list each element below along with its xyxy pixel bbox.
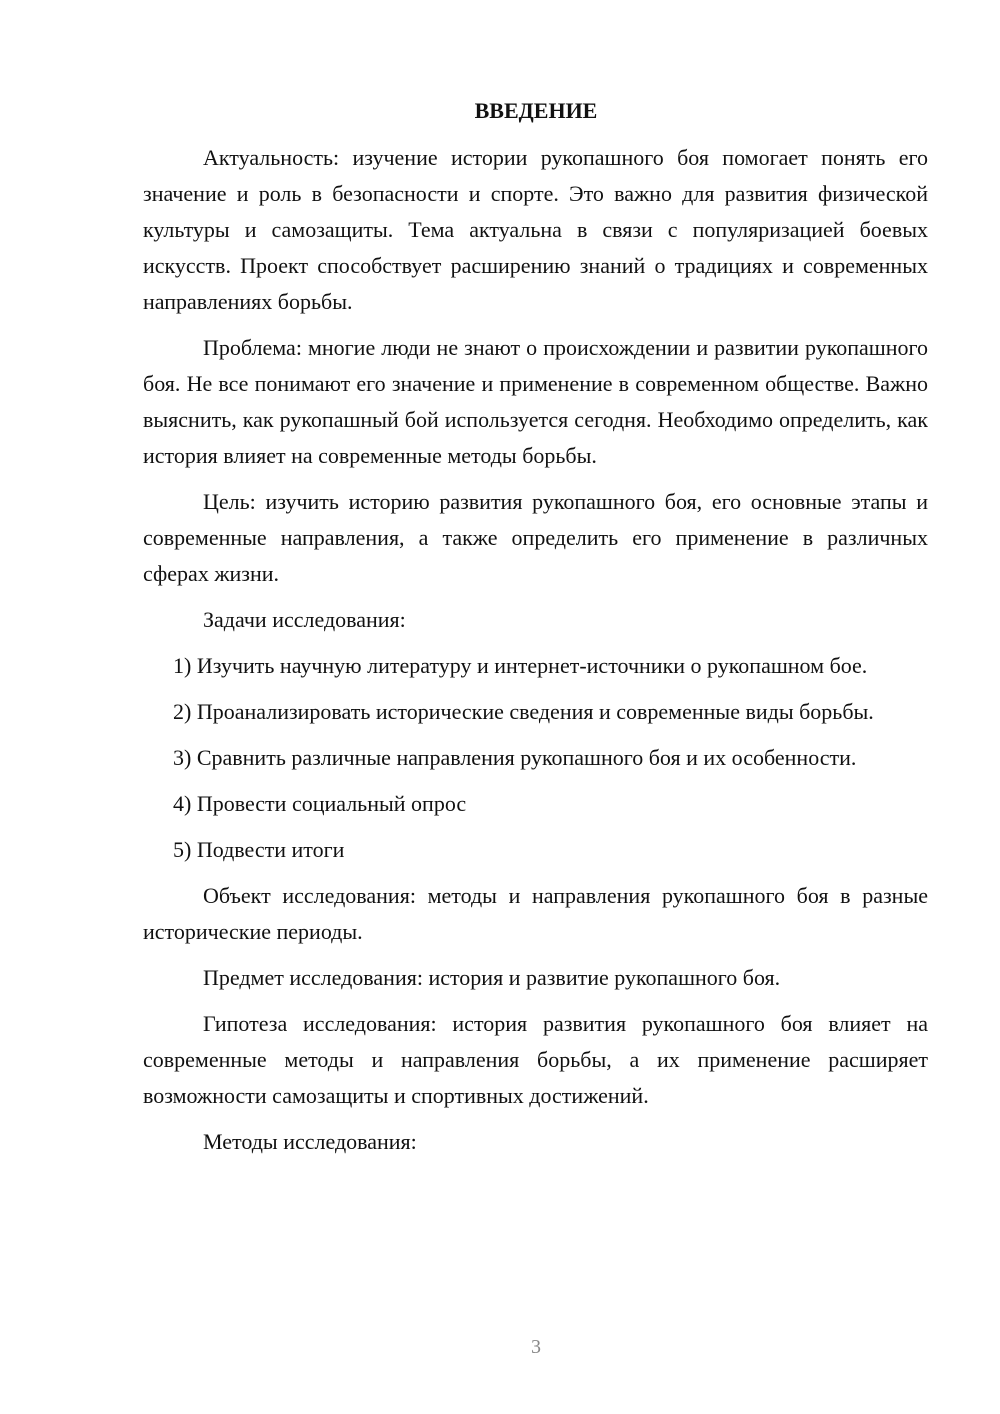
page-title: ВВЕДЕНИЕ xyxy=(474,98,598,123)
list-item-task-1: 1) Изучить научную литературу и интернет-источники о рукопашном бое. xyxy=(173,653,868,678)
body-text xyxy=(143,140,928,1170)
list-item-task-4: 4) Провести социальный опрос xyxy=(173,791,467,816)
paragraph-hypothesis: Гипотеза исследования: история развития рукопашного боя влияет на современные методы и направления борьбы, а их применение расширяет возможности самозащиты и спортивных достижений. xyxy=(143,1011,928,1108)
paragraph-object: Объект исследования: методы и направления рукопашного боя в разные исторические периоды. xyxy=(143,883,928,944)
page-number: 3 xyxy=(531,1336,541,1358)
paragraph-problem: Проблема: многие люди не знают о происхождении и развитии рукопашного боя. Не все понимают его значение и применение в современном обществе. Важно выяснить, как рукопашный бой используется сегодня. Необходимо определить, как история влияет на современные методы борьбы. xyxy=(143,335,928,468)
paragraph-subject: Предмет исследования: история и развитие рукопашного боя. xyxy=(203,965,781,990)
paragraph-relevance: Актуальность: изучение истории рукопашного боя помогает понять его значение и роль в безопасности и спорте. Это важно для развития физической культуры и самозащиты. Тема актуальна в связи с популяризацией боевых искусств. Проект способствует расширению знаний о традициях и современных направлениях борьбы. xyxy=(143,145,928,314)
list-item-task-2: 2) Проанализировать исторические сведения и современные виды борьбы. xyxy=(173,699,874,724)
paragraph-methods: Методы исследования: xyxy=(203,1129,417,1154)
list-item-task-5: 5) Подвести итоги xyxy=(173,837,345,862)
list-item-task-3: 3) Сравнить различные направления рукопашного боя и их особенности. xyxy=(173,745,857,770)
paragraph-goal: Цель: изучить историю развития рукопашного боя, его основные этапы и современные направления, а также определить его применение в различных сферах жизни. xyxy=(143,489,928,586)
paragraph-tasks-heading: Задачи исследования: xyxy=(203,607,406,632)
